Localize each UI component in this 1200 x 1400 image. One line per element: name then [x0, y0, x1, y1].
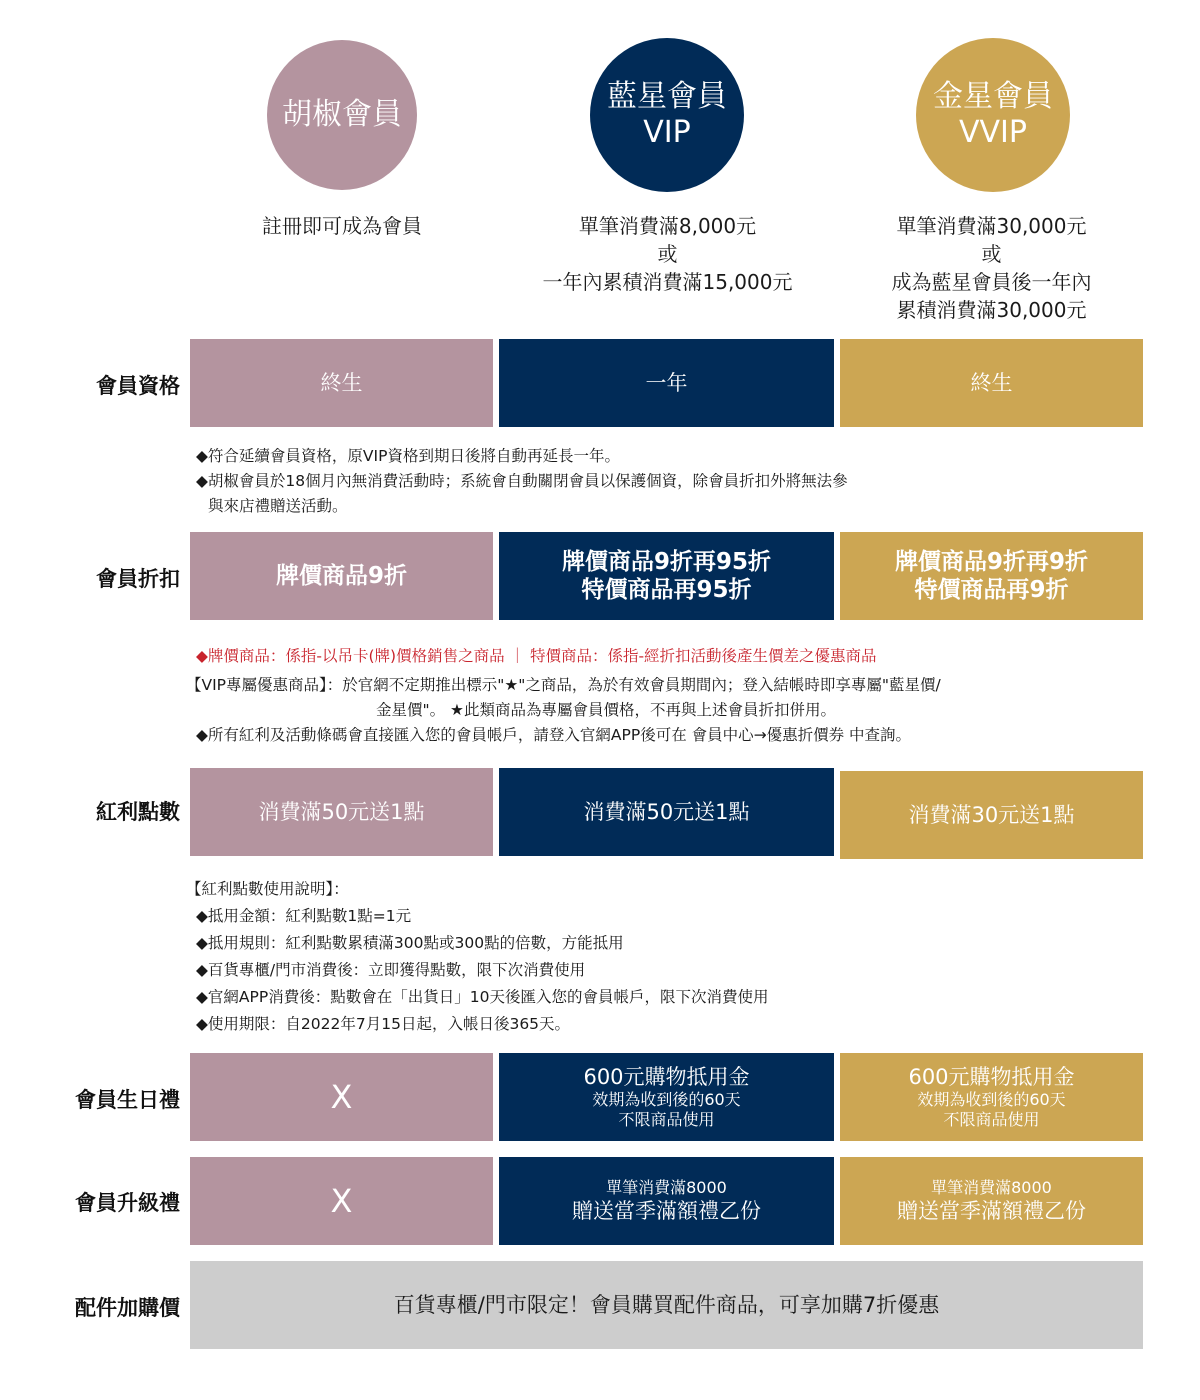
req-line: 單筆消費滿30,000元 — [896, 214, 1087, 238]
req-line: 單筆消費滿8,000元 — [578, 214, 757, 238]
birthday-gift-title: 600元購物抵用金 — [908, 1065, 1075, 1089]
tier-sub-vip: VIP — [643, 115, 691, 150]
note-vip-exclusive-1: 【VIP專屬優惠商品】：於官網不定期推出標示"★"之商品，為於有效會員期間內；登入結帳時即享專屬"藍星價/ — [186, 676, 941, 694]
birthday-gift-scope: 不限商品使用 — [943, 1110, 1040, 1129]
upgrade-condition: 單筆消費滿8000 — [931, 1178, 1052, 1197]
upgrade-gift: 贈送當季滿額禮乙份 — [572, 1199, 761, 1223]
birthday-gift-title: 600元購物抵用金 — [583, 1065, 750, 1089]
birthday-vip — [499, 1053, 834, 1141]
upgrade-condition: 單筆消費滿8000 — [606, 1178, 727, 1197]
note-vip-exclusive-2: 金星價"。 ★此類商品為專屬會員價格，不再與上述會員折扣併用。 — [376, 701, 836, 719]
tier-requirement-vvip — [840, 212, 1143, 324]
tier-name-vip: 藍星會員 — [607, 79, 727, 114]
row-label-birthday: 會員生日禮 — [75, 1088, 180, 1112]
note-qualification-2: ◆胡椒會員於18個月內無消費活動時；系統會自動關閉會員以保護個資，除會員折扣外將無法參 — [196, 472, 848, 490]
tier-sub-vvip: VVIP — [959, 115, 1027, 150]
birthday-gift-validity: 效期為收到後的60天 — [917, 1090, 1066, 1109]
note-discount-definition: ◆牌價商品：係指-以吊卡(牌)價格銷售之商品 ｜ 特價商品：係指-經折扣活動後產生價差之優惠商品 — [196, 647, 877, 665]
tier-badge-vip — [590, 38, 744, 192]
note-points-1: ◆抵用金額：紅利點數1點=1元 — [196, 907, 412, 925]
discount-line: 牌價商品9折再95折 — [561, 549, 771, 575]
note-points-2: ◆抵用規則：紅利點數累積滿300點或300點的倍數，方能抵用 — [196, 934, 624, 952]
note-qualification-1: ◆符合延續會員資格，原VIP資格到期日後將自動再延長一年。 — [196, 447, 620, 465]
discount-line: 牌價商品9折再9折 — [894, 549, 1088, 575]
note-points-title: 【紅利點數使用說明】： — [186, 880, 349, 898]
req-line: 成為藍星會員後一年內 — [891, 270, 1092, 294]
row-label-discount: 會員折扣 — [96, 567, 180, 591]
tier-requirement-pepper — [192, 212, 492, 240]
row-label-accessory: 配件加購價 — [75, 1296, 180, 1320]
row-label-points: 紅利點數 — [96, 800, 180, 824]
upgrade-gift: 贈送當季滿額禮乙份 — [897, 1199, 1086, 1223]
req-line: 註冊即可成為會員 — [262, 214, 422, 238]
qualification-vvip: 終生 — [840, 339, 1143, 427]
birthday-pepper: X — [190, 1053, 493, 1141]
note-coupon: ◆所有紅利及活動條碼會直接匯入您的會員帳戶，請登入官網APP後可在 會員中心→優惠折價券 中查詢。 — [196, 726, 912, 744]
tier-name-vvip: 金星會員 — [933, 79, 1053, 114]
discount-pepper — [190, 532, 493, 620]
note-points-3: ◆百貨專櫃/門市消費後：立即獲得點數，限下次消費使用 — [196, 961, 586, 979]
req-line: 一年內累積消費滿15,000元 — [542, 270, 793, 294]
req-line: 或 — [981, 242, 1002, 266]
tier-requirement-vip — [500, 212, 835, 296]
discount-line: 特價商品再9折 — [914, 577, 1069, 603]
upgrade-vip — [499, 1157, 834, 1245]
note-points-4: ◆官網APP消費後：點數會在「出貨日」10天後匯入您的會員帳戶，限下次消費使用 — [196, 988, 769, 1006]
upgrade-pepper: X — [190, 1157, 493, 1245]
tier-badge-pepper — [267, 40, 417, 190]
qualification-vip: 一年 — [499, 339, 834, 427]
discount-line: 牌價商品9折 — [275, 563, 407, 589]
tier-badge-vvip — [916, 38, 1070, 192]
req-line: 或 — [657, 242, 678, 266]
qualification-pepper: 終生 — [190, 339, 493, 427]
birthday-gift-scope: 不限商品使用 — [618, 1110, 715, 1129]
discount-vvip — [840, 532, 1143, 620]
tier-name-pepper: 胡椒會員 — [282, 97, 402, 132]
points-vvip: 消費滿30元送1點 — [840, 771, 1143, 859]
note-points-5: ◆使用期限：自2022年7月15日起，入帳日後365天。 — [196, 1015, 571, 1033]
upgrade-vvip — [840, 1157, 1143, 1245]
row-label-qualification: 會員資格 — [96, 374, 180, 398]
birthday-gift-validity: 效期為收到後的60天 — [592, 1090, 741, 1109]
discount-vip — [499, 532, 834, 620]
note-qualification-3: 與來店禮贈送活動。 — [208, 497, 348, 515]
row-label-upgrade: 會員升級禮 — [75, 1191, 180, 1215]
accessory-offer: 百貨專櫃/門市限定！會員購買配件商品，可享加購7折優惠 — [190, 1261, 1143, 1349]
req-line: 累積消費滿30,000元 — [896, 298, 1087, 322]
points-vip: 消費滿50元送1點 — [499, 768, 834, 856]
discount-line: 特價商品再95折 — [581, 577, 752, 603]
points-pepper: 消費滿50元送1點 — [190, 768, 493, 856]
birthday-vvip — [840, 1053, 1143, 1141]
